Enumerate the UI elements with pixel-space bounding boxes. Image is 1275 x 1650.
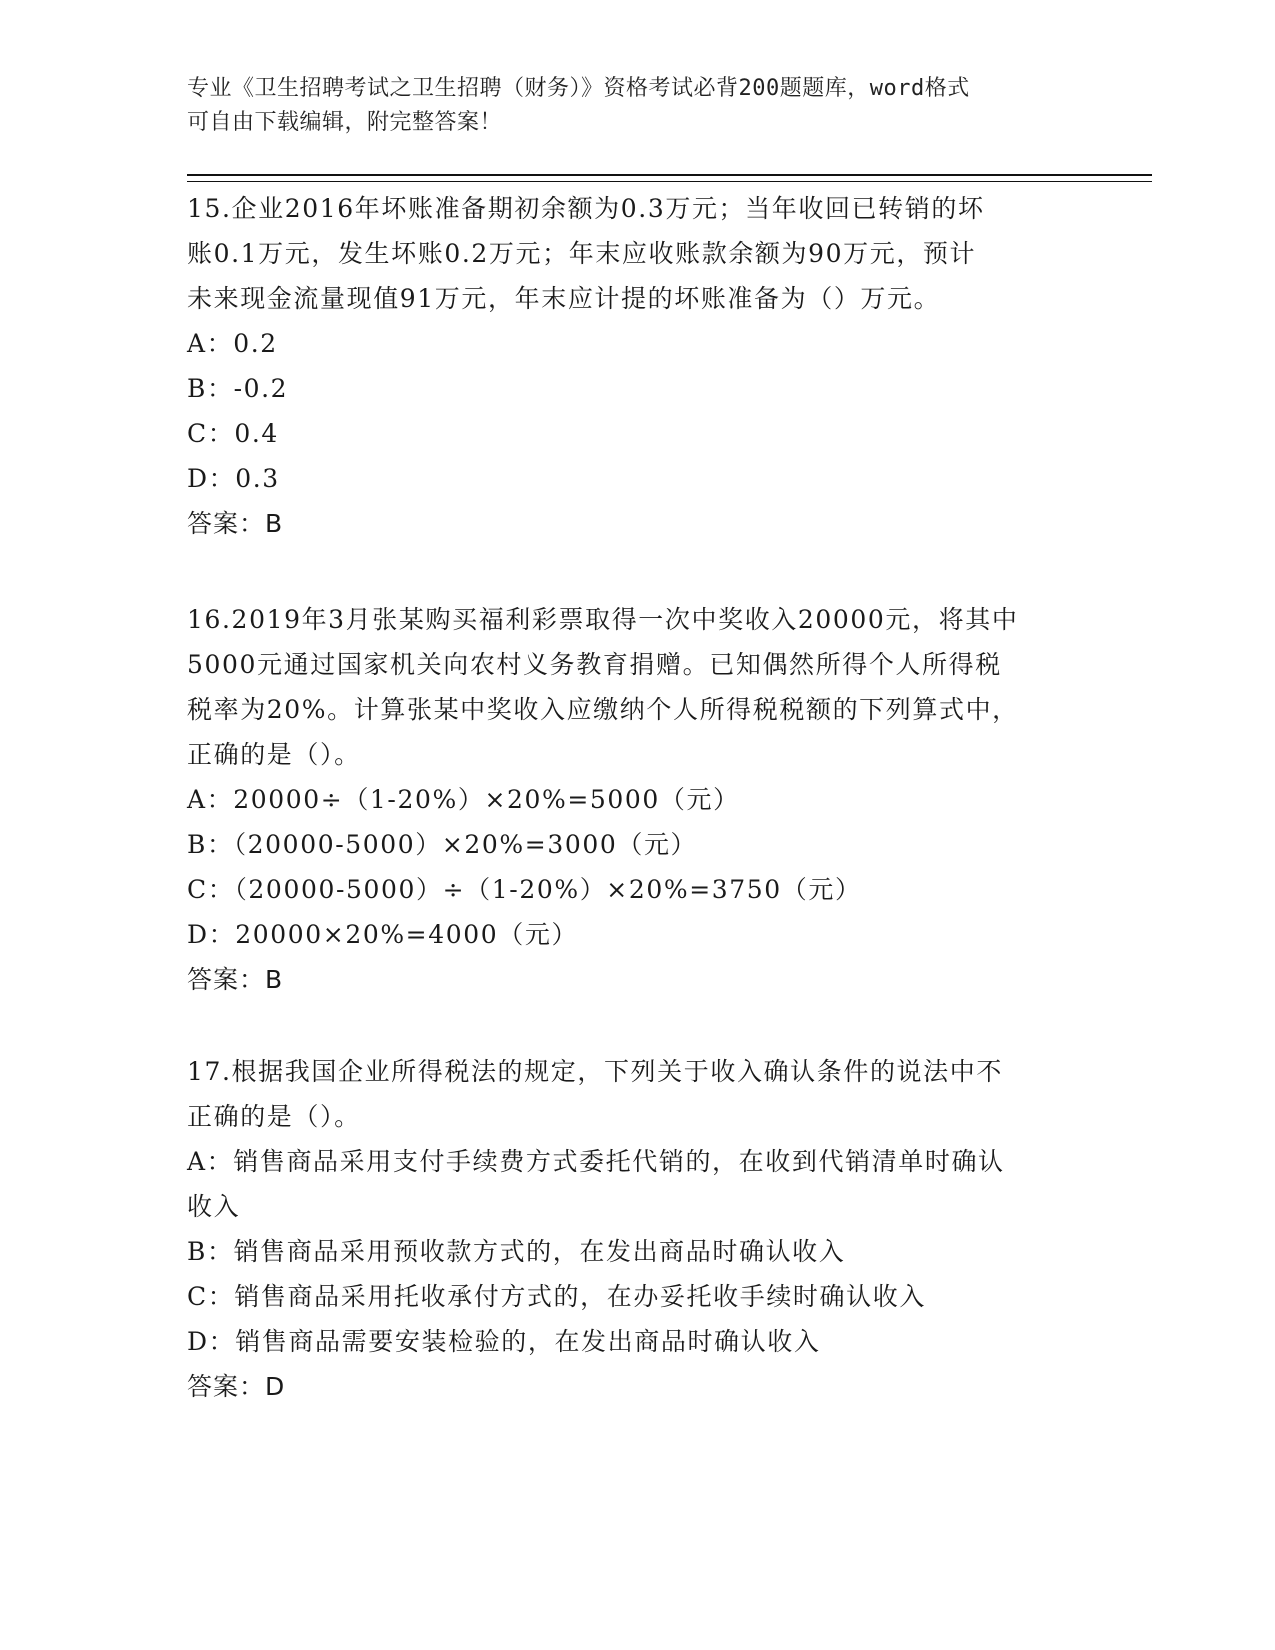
header-divider-thin (187, 181, 1152, 182)
question-stem-line: 税率为20%。计算张某中奖收入应缴纳个人所得税税额的下列算式中， (187, 695, 1019, 724)
question-16 (187, 597, 1067, 1002)
question-15 (187, 186, 1067, 546)
option-d: D：0.3 (187, 464, 280, 493)
option-c: C：0.4 (187, 419, 279, 448)
header-line-2: 可自由下载编辑，附完整答案！ (187, 110, 503, 135)
option-b: B：销售商品采用预收款方式的，在发出商品时确认收入 (187, 1237, 846, 1266)
option-a: A：销售商品采用支付手续费方式委托代销的，在收到代销清单时确认 (187, 1147, 1005, 1176)
question-stem-line: 15.企业2016年坏账准备期初余额为0.3万元；当年收回已转销的坏 (187, 194, 985, 223)
header-divider-thick (187, 174, 1152, 176)
option-c: C：销售商品采用托收承付方式的，在办妥托收手续时确认收入 (187, 1282, 926, 1311)
question-stem-line: 5000元通过国家机关向农村义务教育捐赠。已知偶然所得个人所得税 (187, 650, 1002, 679)
question-17 (187, 1049, 1067, 1409)
option-a-continuation: 收入 (187, 1192, 241, 1221)
question-stem-line: 未来现金流量现值91万元，年末应计提的坏账准备为（）万元。 (187, 284, 941, 313)
option-c: C：（20000-5000）÷（1-20%）×20%=3750（元） (187, 875, 862, 904)
question-stem-line: 正确的是（）。 (187, 1102, 361, 1131)
answer-line: 答案：B (187, 509, 284, 538)
option-b: B：-0.2 (187, 374, 289, 403)
option-a: A：20000÷（1-20%）×20%=5000（元） (187, 785, 740, 814)
option-d: D：销售商品需要安装检验的，在发出商品时确认收入 (187, 1327, 821, 1356)
header-line-1: 专业《卫生招聘考试之卫生招聘（财务）》资格考试必背200题题库，word格式 (187, 76, 970, 101)
question-stem-line: 账0.1万元，发生坏账0.2万元；年末应收账款余额为90万元，预计 (187, 239, 977, 268)
option-a: A：0.2 (187, 329, 278, 358)
answer-line: 答案：B (187, 965, 284, 994)
option-b: B：（20000-5000）×20%=3000（元） (187, 830, 698, 859)
answer-line: 答案：D (187, 1372, 286, 1401)
question-stem-line: 正确的是（）。 (187, 740, 361, 769)
question-stem-line: 16.2019年3月张某购买福利彩票取得一次中奖收入20000元，将其中 (187, 605, 1019, 634)
document-header (187, 72, 1067, 140)
option-d: D：20000×20%=4000（元） (187, 920, 579, 949)
question-stem-line: 17.根据我国企业所得税法的规定，下列关于收入确认条件的说法中不 (187, 1057, 1003, 1086)
